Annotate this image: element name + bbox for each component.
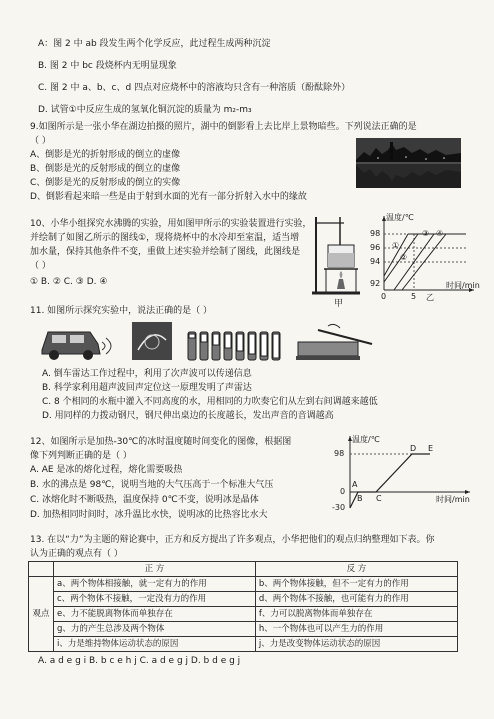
steel-ruler-image — [296, 324, 372, 360]
q8-option-d: D. 试管①中反应生成的氢氧化铜沉淀的质量为 m₂-m₃ — [38, 105, 252, 115]
q13-line1: 13. 在以“力”为主题的辩论赛中，正方和反方提出了许多观点，小华把他们的观点归纳整理如下表。你 — [30, 535, 435, 545]
pro-cell: e、力不能脱离物体而单独存在 — [54, 607, 256, 622]
table-row — [29, 592, 458, 607]
q11-option-c: C. 8 个相同的水瓶中灌入不同高度的水，用相同的力吹奏它们从左到右间调越来越低 — [42, 397, 378, 407]
point-c: C — [376, 494, 382, 503]
q10-options: ① B. ② C. ③ D. ④ — [30, 277, 108, 287]
point-e: E — [428, 444, 434, 453]
q12-option-c: C. 冰熔化时不断吸热，温度保持 0℃不变，说明冰是晶体 — [30, 495, 259, 505]
y-tick: -30 — [332, 503, 346, 512]
curve-label-4: ④ — [436, 229, 444, 238]
con-cell: f、力可以脱离物体而单独存在 — [255, 607, 457, 622]
water-bottles-image — [188, 332, 280, 360]
car-radar-image — [42, 332, 111, 360]
q12-option-b: B. 水的沸点是 98℃，说明当地的大气压高于一个标准大气压 — [30, 480, 274, 490]
q8-option-c: C. 图 2 中 a、b、c、d 四点对应烧杯中的溶液均只含有一种溶质（酚酞除外） — [38, 83, 351, 93]
pro-cell: i、力是维持物体运动状态的原因 — [54, 637, 256, 652]
q9-option-c: C、倒影是光的反射形成的倒立的实像 — [30, 178, 181, 188]
temperature-time-graph — [366, 212, 478, 302]
y-tick: 94 — [370, 257, 381, 266]
x-tick: 0 — [381, 292, 387, 301]
graph-y-label: 温度/℃ — [386, 213, 414, 222]
graph-x-label: 时间/min — [436, 495, 470, 504]
lake-reflection-photo — [356, 138, 461, 188]
table-row — [29, 607, 458, 622]
con-cell: j、力是改变物体运动状态的原因 — [255, 637, 457, 652]
q10-line2: 并绘制了如图乙所示的图线①，现将烧杯中的水冷却至室温，适当增 — [30, 233, 300, 243]
q13-line2: 认为正确的观点有（ ） — [30, 549, 123, 559]
q13-options: A. a d e g i B. b c e h j C. a d e g j D. b d e g j — [38, 656, 241, 666]
q10-line4: （ ） — [30, 261, 51, 271]
debate-table — [28, 561, 458, 652]
con-cell: b、两个物体接触，但不一定有力的作用 — [255, 577, 457, 592]
q11-stem: 11. 如图所示探究实验中，说法正确的是（ ） — [30, 306, 213, 316]
curve-label-1: ① — [392, 241, 400, 250]
graph-x-label: 时间/min — [446, 281, 480, 290]
table-row — [29, 622, 458, 637]
q12-option-d: D. 加热相同时间时，冰升温比水快，说明冰的比热容比水大 — [30, 510, 268, 520]
q9-option-b: B、倒影是光的反射形成的倒立的虚像 — [30, 164, 181, 174]
q9-option-a: A、倒影是光的折射形成的倒立的虚像 — [30, 150, 181, 160]
point-a: A — [352, 480, 358, 489]
con-cell: d、两个物体不接触，也可能有力的作用 — [255, 592, 457, 607]
q8-option-a: A：图 2 中 ab 段发生两个化学反应，此过程生成两种沉淀 — [38, 39, 271, 49]
table-row — [29, 577, 458, 592]
point-b: B — [357, 494, 363, 503]
y-tick: 92 — [370, 279, 381, 288]
q12-line1: 12、如图所示是加热-30℃的冰时温度随时间变化的图像，根据图 — [30, 437, 292, 447]
q11-figures — [38, 320, 468, 362]
fig-label-jia: 甲 — [334, 299, 344, 309]
header-pro: 正 方 — [54, 562, 256, 577]
q10-line1: 10、小华小组探究水沸腾的实验，用如图甲所示的实验装置进行实验， — [30, 219, 312, 229]
header-con: 反 方 — [255, 562, 457, 577]
q11-option-d: D. 用同样的力拨动钢尺，钢尺伸出桌边的长度越长，发出声音的音调越高 — [42, 411, 334, 421]
curve-label-3: ③ — [422, 229, 430, 238]
point-d: D — [410, 444, 417, 453]
ice-heating-graph — [330, 432, 480, 514]
row-label: 观点 — [29, 577, 54, 652]
echo-location-image — [132, 322, 172, 360]
q12-option-a: A. AE 是冰的熔化过程，熔化需要吸热 — [30, 465, 183, 475]
graph-y-label: 温度/℃ — [352, 435, 380, 444]
q11-option-a: A. 倒车雷达工作过程中，利用了次声波可以传递信息 — [42, 369, 252, 379]
pro-cell: a、两个物体相接触，就一定有力的作用 — [54, 577, 256, 592]
pro-cell: g、力的产生总涉及两个物体 — [54, 622, 256, 637]
x-tick: 5 — [411, 292, 417, 301]
q8-option-b: B. 图 2 中 bc 段烧杯内无明显现象 — [38, 61, 177, 71]
q12-line2: 像下列判断正确的是（ ） — [30, 451, 132, 461]
y-tick: 96 — [370, 243, 381, 252]
q9-stem-paren: （ ） — [30, 136, 51, 146]
q10-line3: 加水量，保持其他条件不变，重做上述实验并绘制了图线，此图线是 — [30, 247, 301, 257]
q9-option-d: D、倒影看起来暗一些是由于射到水面的光有一部分折射入水中的缘故 — [30, 192, 307, 202]
q11-option-b: B. 科学家利用超声波回声定位这一原理发明了声雷达 — [42, 383, 252, 393]
y-tick: 98 — [334, 449, 345, 458]
table-row — [29, 637, 458, 652]
y-tick: 98 — [370, 229, 381, 238]
table-corner — [29, 562, 54, 577]
pro-cell: c、两个物体不接触，一定没有力的作用 — [54, 592, 256, 607]
boiling-apparatus-figure — [310, 213, 365, 309]
fig-label-yi: 乙 — [426, 293, 434, 302]
y-tick: 0 — [340, 487, 346, 496]
con-cell: h、一个物体也可以产生力的作用 — [255, 622, 457, 637]
q9-stem: 9.如图所示是一张小华在湖边拍摄的照片，湖中的倒影看上去比岸上景物暗些。下列说法正确的是 — [30, 122, 417, 132]
curve-label-2: ② — [400, 253, 408, 262]
